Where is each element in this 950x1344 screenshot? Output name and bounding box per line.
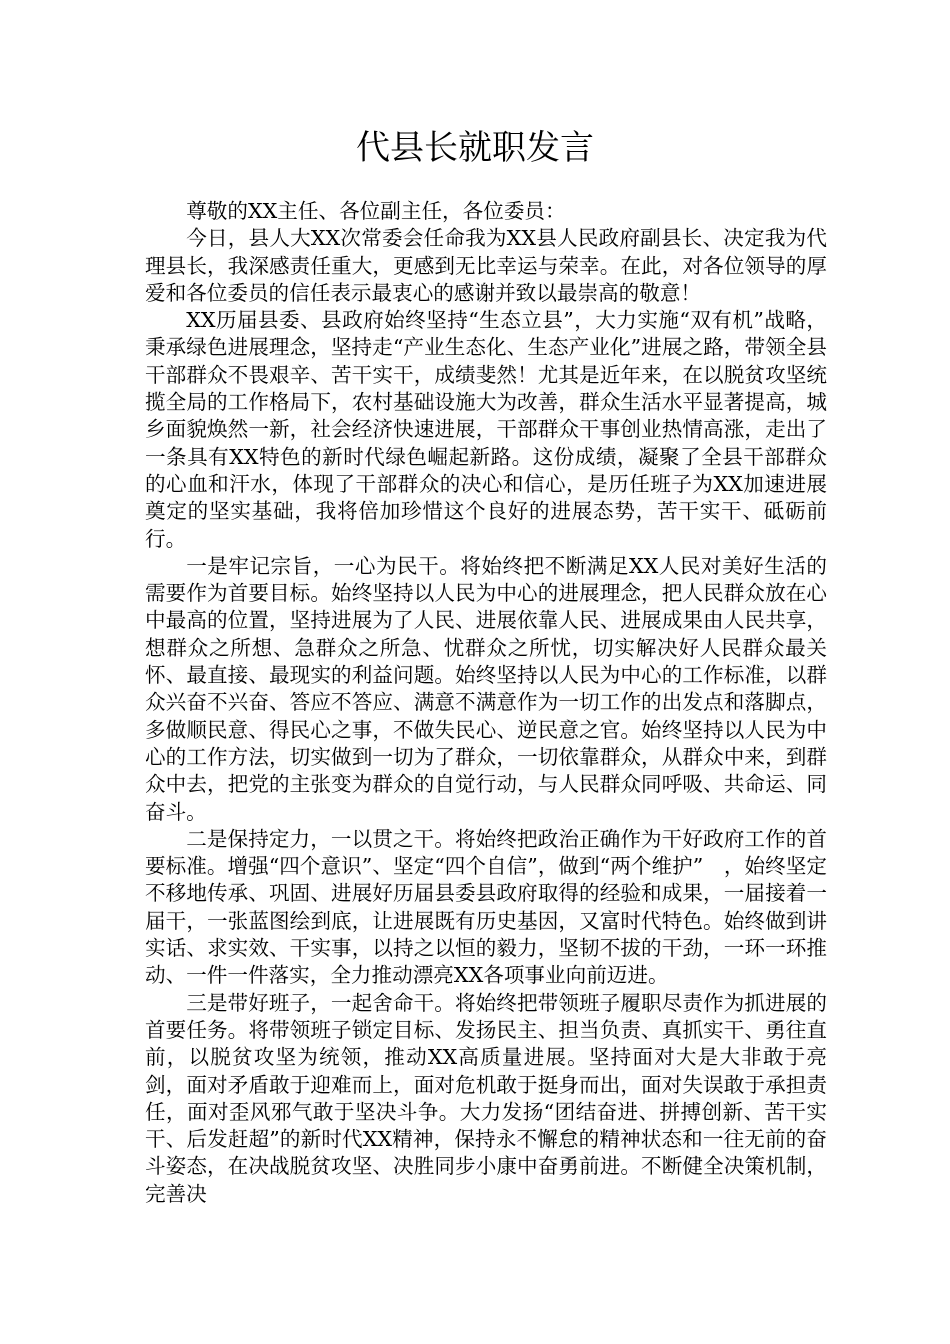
document-body — [145, 198, 827, 1208]
achievements-paragraph: XX历届县委、县政府始终坚持“生态立县”，大力实施“双有机”战略，秉承绿色进展理念，坚持走“产业生态化、生态产业化”进展之路，带领全县干部群众不畏艰辛、苦干实干，成绩斐然！尤其是近年来，在以脱贫攻坚统揽全局的工作格局下，农村基础设施大为改善，群众生活水平显著提高，城乡面貌焕然一新，社会经济快速进展，干部群众干事创业热情高涨，走出了一条具有XX特色的新时代绿色崛起新路。这份成绩，凝聚了全县干部群众的心血和汗水，体现了干部群众的决心和信心，是历任班子为XX加速进展奠定的坚实基础，我将倍加珍惜这个良好的进展态势，苦干实干、砥砺前行。 — [145, 308, 827, 551]
point-two-paragraph: 二是保持定力，一以贯之干。将始终把政治正确作为干好政府工作的首要标准。增强“四个意识”、坚定“四个自信”，做到“两个维护” ，始终坚定不移地传承、巩固、进展好历届县委县政府取得的经验和成果，一届接着一届干，一张蓝图绘到底，让进展既有历史基因，又富时代特色。始终做到讲实话、求实效、干实事，以持之以恒的毅力，坚韧不拔的干劲，一环一环推动、一件一件落实，全力推动漂亮XX各项事业向前迈进。 — [145, 826, 827, 988]
opening-paragraph: 今日，县人大XX次常委会任命我为XX县人民政府副县长、决定我为代理县长，我深感责任重大，更感到无比幸运与荣幸。在此，对各位领导的厚爱和各位委员的信任表示最衷心的感谢并致以最崇高的敬意！ — [145, 226, 827, 305]
point-one-paragraph: 一是牢记宗旨，一心为民干。将始终把不断满足XX人民对美好生活的需要作为首要目标。始终坚持以人民为中心的进展理念，把人民群众放在心中最高的位置，坚持进展为了人民、进展依靠人民、进展成果由人民共享，想群众之所想、急群众之所急、忧群众之所忧，切实解决好人民群众最关怀、最直接、最现实的利益问题。始终坚持以人民为中心的工作标准，以群众兴奋不兴奋、答应不答应、满意不满意作为一切工作的出发点和落脚点，多做顺民意、得民心之事，不做失民心、逆民意之官。始终坚持以人民为中心的工作方法，切实做到一切为了群众，一切依靠群众，从群众中来，到群众中去，把党的主张变为群众的自觉行动，与人民群众同呼吸、共命运、同奋斗。 — [145, 553, 827, 824]
document-title: 代县长就职发言 — [356, 128, 594, 168]
point-three-paragraph: 三是带好班子，一起舍命干。将始终把带领班子履职尽责作为抓进展的首要任务。将带领班子锁定目标、发扬民主、担当负责、真抓实干、勇往直前，以脱贫攻坚为统领，推动XX高质量进展。坚持面对大是大非敢于亮剑，面对矛盾敢于迎难而上，面对危机敢于挺身而出，面对失误敢于承担责任，面对歪风邪气敢于坚决斗争。大力发扬“团结奋进、拼搏创新、苦干实干、后发赶超”的新时代XX精神，保持永不懈怠的精神状态和一往无前的奋斗姿态，在决战脱贫攻坚、决胜同步小康中奋勇前进。不断健全决策机制，完善决 — [145, 990, 827, 1206]
salutation-paragraph: 尊敬的XX主任、各位副主任，各位委员： — [186, 199, 566, 223]
